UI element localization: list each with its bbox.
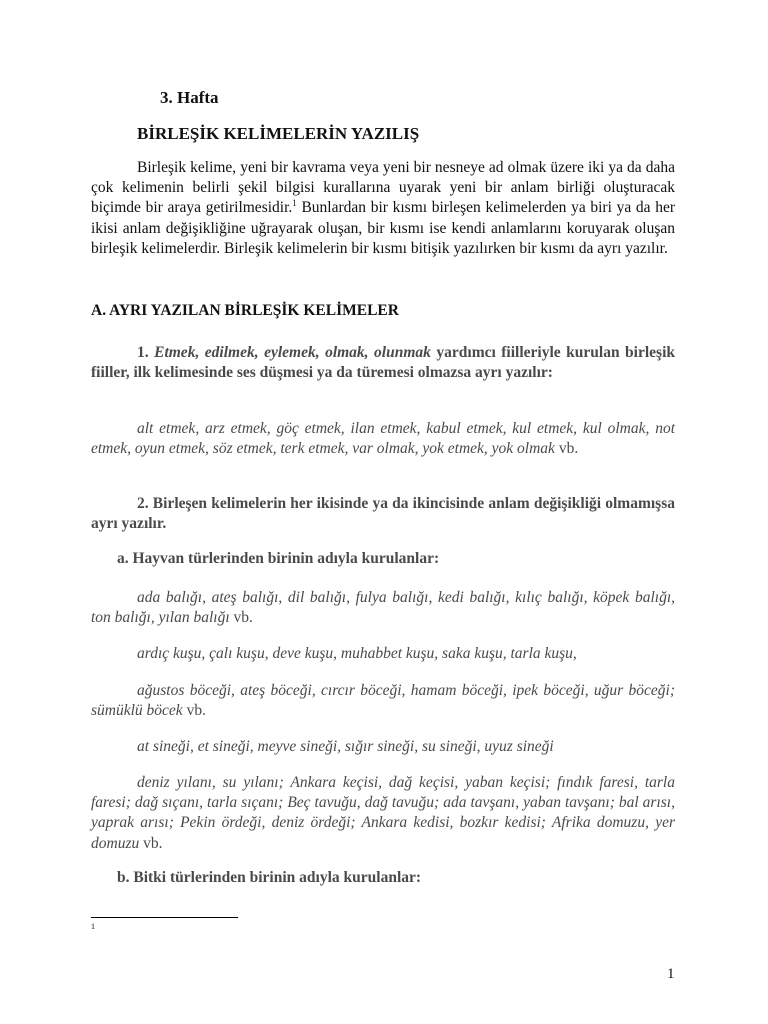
insect-examples-suffix: vb.	[182, 702, 206, 720]
sub-a-heading: a. Hayvan türlerinden birinin adıyla kurulanlar:	[117, 550, 440, 567]
fish-examples-text: ada balığı, ateş balığı, dil balığı, fulya balığı, kedi balığı, kılıç balığı, köpek balığı, ton balığı, yılan balığı	[91, 589, 675, 627]
fly-examples: at sineği, et sineği, meyve sineği, sığır sineği, su sineği, uyuz sineği	[137, 738, 554, 755]
rule-2-paragraph: 2. Birleşen kelimelerin her ikisinde ya da ikincisinde anlam değişikliği olmamışsa ayrı yazılır.	[91, 495, 675, 533]
bird-examples: ardıç kuşu, çalı kuşu, deve kuşu, muhabbet kuşu, saka kuşu, tarla kuşu,	[137, 645, 577, 662]
section-a-heading: A. AYRI YAZILAN BİRLEŞİK KELİMELER	[91, 302, 399, 319]
rule-1-examples	[91, 419, 675, 459]
intro-text-after: Bunlardan bir kısmı birleşen kelimelerden ya biri ya da her ikisi anlam değişikliğine uğrayarak oluşan, bir kısmı ise kendi anlamlarını koruyarak oluşan birleşik kelimelerdir. Birleşik kelimelerin bir kısmı bitişik yazılırken bir kısmı da ayrı yazılır.	[91, 199, 675, 257]
animal-examples-suffix: vb.	[139, 834, 163, 852]
rule-1-number: 1.	[137, 344, 149, 361]
rule-1-examples-text: alt etmek, arz etmek, göç etmek, ilan etmek, kabul etmek, kul etmek, kul olmak, not etmek, oyun etmek, söz etmek, terk etmek, var olmak, yok etmek, yok olmak	[91, 420, 675, 458]
page-title: BİRLEŞİK KELİMELERİN YAZILIŞ	[137, 124, 420, 143]
intro-paragraph	[91, 158, 675, 259]
fish-examples	[91, 588, 675, 628]
footnote-separator	[91, 917, 238, 918]
footnote-reference[interactable]: 1	[292, 198, 297, 209]
insect-examples	[91, 681, 675, 721]
rule-1-verbs: Etmek, edilmek, eylemek, olmak, olunmak	[154, 344, 431, 361]
rule-1-examples-suffix: vb.	[554, 440, 579, 458]
page-number: 1	[667, 966, 675, 982]
rule-1-text: yardımcı fiilleriyle kurulan birleşik fiiller, ilk kelimesinde ses düşmesi ya da türemesi olmazsa ayrı yazılır:	[91, 344, 675, 382]
week-heading: 3. Hafta	[160, 88, 219, 107]
animal-examples-text: deniz yılanı, su yılanı; Ankara keçisi, dağ keçisi, yaban keçisi; fındık faresi, tarla faresi; dağ sıçanı, tarla sıçanı; Beç tavuğu, dağ tavuğu; ada tavşanı, yaban tavşanı; bal arısı, yaprak arısı; Pekin ördeği, deniz ördeği; Ankara kedisi, bozkır kedisi; Afrika domuzu, yer domuzu	[91, 774, 675, 852]
insect-examples-text: ağustos böceği, ateş böceği, cırcır böceği, hamam böceği, ipek böceği, uğur böceği; sümüklü böcek	[91, 682, 675, 720]
sub-b-heading: b. Bitki türlerinden birinin adıyla kurulanlar:	[117, 869, 422, 886]
fish-examples-suffix: vb.	[229, 609, 253, 627]
intro-text: Birleşik kelime, yeni bir kavrama veya yeni bir nesneye ad olmak üzere iki ya da daha çok kelimenin belirli şekil bilgisi kurallarına uyarak yeni bir anlam birliği oluşturacak biçimde bir araya getirilmesidir.	[91, 159, 675, 217]
footnote-marker: 1	[91, 922, 95, 931]
animal-examples	[91, 773, 675, 854]
rule-1-paragraph	[91, 343, 675, 383]
